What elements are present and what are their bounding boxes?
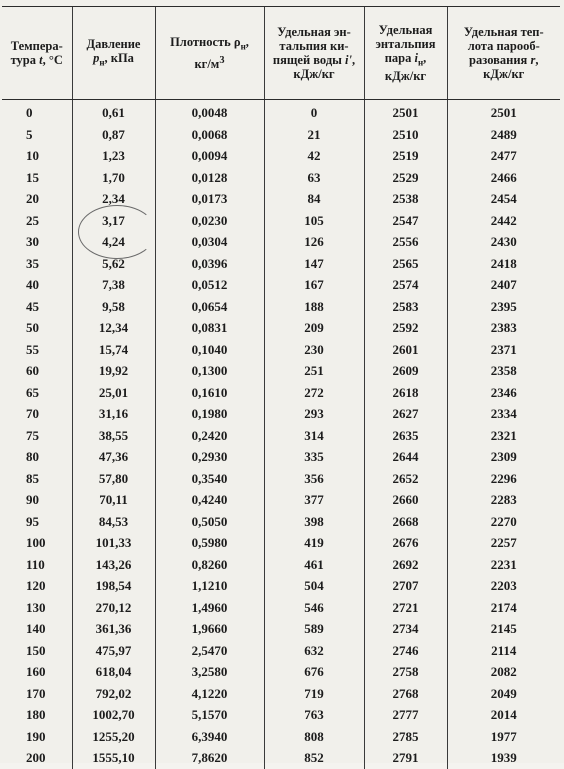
enthalpy-water-cell: 398 bbox=[264, 511, 364, 533]
density-cell: 0,0173 bbox=[155, 188, 264, 210]
table-header-row bbox=[2, 7, 560, 100]
table-body bbox=[2, 100, 560, 769]
table-row bbox=[2, 640, 560, 662]
pressure-cell: 57,80 bbox=[72, 468, 155, 490]
density-cell: 0,0068 bbox=[155, 124, 264, 146]
enthalpy-water-cell: 419 bbox=[264, 532, 364, 554]
enthalpy-water-cell: 335 bbox=[264, 446, 364, 468]
pressure-cell: 361,36 bbox=[72, 618, 155, 640]
temperature-cell: 50 bbox=[26, 320, 39, 335]
vaporization-heat-cell: 2231 bbox=[447, 554, 560, 576]
enthalpy-water-cell: 126 bbox=[264, 231, 364, 253]
enthalpy-steam-cell: 2529 bbox=[364, 167, 447, 189]
enthalpy-water-cell: 589 bbox=[264, 618, 364, 640]
table-row bbox=[2, 382, 560, 404]
enthalpy-steam-cell: 2601 bbox=[364, 339, 447, 361]
table-row bbox=[2, 489, 560, 511]
density-cell: 0,3540 bbox=[155, 468, 264, 490]
vaporization-heat-cell: 2014 bbox=[447, 704, 560, 726]
vaporization-heat-cell: 2395 bbox=[447, 296, 560, 318]
vaporization-heat-cell: 2145 bbox=[447, 618, 560, 640]
header-temperature: Темпера- тура t, °C bbox=[2, 7, 72, 100]
pressure-cell: 19,92 bbox=[72, 360, 155, 382]
pressure-cell: 1555,10 bbox=[72, 747, 155, 769]
enthalpy-steam-cell: 2777 bbox=[364, 704, 447, 726]
pressure-cell: 198,54 bbox=[72, 575, 155, 597]
temperature-cell: 25 bbox=[26, 212, 39, 228]
vaporization-heat-cell: 1939 bbox=[447, 747, 560, 769]
table-row bbox=[2, 339, 560, 361]
header-pressure: Давление $р_н$, кПа bbox=[72, 7, 155, 100]
table-row bbox=[2, 100, 560, 124]
vaporization-heat-cell: 2407 bbox=[447, 274, 560, 296]
temperature-cell: 30 bbox=[26, 234, 39, 249]
temperature-cell: 130 bbox=[26, 599, 46, 615]
pressure-cell: 792,02 bbox=[72, 683, 155, 705]
vaporization-heat-cell: 2346 bbox=[447, 382, 560, 404]
density-cell: 7,8620 bbox=[155, 747, 264, 769]
density-cell: 5,1570 bbox=[155, 704, 264, 726]
density-cell: 1,4960 bbox=[155, 597, 264, 619]
enthalpy-water-cell: 63 bbox=[264, 167, 364, 189]
pressure-cell: 9,58 bbox=[72, 296, 155, 318]
density-cell: 4,1220 bbox=[155, 683, 264, 705]
pressure-cell: 475,97 bbox=[72, 640, 155, 662]
temperature-cell: 200 bbox=[26, 750, 46, 765]
density-cell: 0,5050 bbox=[155, 511, 264, 533]
table-row bbox=[2, 532, 560, 554]
pressure-cell: 47,36 bbox=[72, 446, 155, 468]
enthalpy-steam-cell: 2652 bbox=[364, 468, 447, 490]
vaporization-heat-cell: 2466 bbox=[447, 167, 560, 189]
density-cell: 2,5470 bbox=[155, 640, 264, 662]
enthalpy-water-cell: 356 bbox=[264, 468, 364, 490]
temperature-cell: 75 bbox=[26, 427, 39, 443]
table-row bbox=[2, 425, 560, 447]
saturated-steam-table bbox=[2, 6, 560, 769]
table-row bbox=[2, 360, 560, 382]
temperature-cell: 85 bbox=[26, 470, 39, 486]
pressure-cell: 1002,70 bbox=[72, 704, 155, 726]
temperature-cell: 70 bbox=[26, 406, 39, 421]
density-cell: 0,4240 bbox=[155, 489, 264, 511]
pressure-cell: 0,87 bbox=[72, 124, 155, 146]
enthalpy-water-cell: 852 bbox=[264, 747, 364, 769]
table-row bbox=[2, 124, 560, 146]
enthalpy-steam-cell: 2501 bbox=[364, 100, 447, 124]
density-cell: 0,0094 bbox=[155, 145, 264, 167]
enthalpy-steam-cell: 2510 bbox=[364, 124, 447, 146]
enthalpy-steam-cell: 2556 bbox=[364, 231, 447, 253]
temperature-cell: 170 bbox=[26, 685, 46, 701]
temperature-cell: 95 bbox=[26, 513, 39, 529]
table-row bbox=[2, 274, 560, 296]
pressure-cell: 25,01 bbox=[72, 382, 155, 404]
enthalpy-water-cell: 314 bbox=[264, 425, 364, 447]
density-cell: 0,0048 bbox=[155, 100, 264, 124]
vaporization-heat-cell: 2383 bbox=[447, 317, 560, 339]
enthalpy-water-cell: 84 bbox=[264, 188, 364, 210]
pressure-cell: 1255,20 bbox=[72, 726, 155, 748]
temperature-cell: 20 bbox=[26, 191, 39, 206]
temperature-cell: 10 bbox=[26, 148, 39, 163]
vaporization-heat-cell: 2283 bbox=[447, 489, 560, 511]
vaporization-heat-cell: 2257 bbox=[447, 532, 560, 554]
density-cell: 1,1210 bbox=[155, 575, 264, 597]
vaporization-heat-cell: 2114 bbox=[447, 640, 560, 662]
vaporization-heat-cell: 1977 bbox=[447, 726, 560, 748]
table-row bbox=[2, 167, 560, 189]
pressure-cell: 1,70 bbox=[72, 167, 155, 189]
enthalpy-steam-cell: 2676 bbox=[364, 532, 447, 554]
enthalpy-water-cell: 21 bbox=[264, 124, 364, 146]
enthalpy-water-cell: 0 bbox=[264, 100, 364, 124]
temperature-cell: 190 bbox=[26, 728, 46, 744]
enthalpy-water-cell: 632 bbox=[264, 640, 364, 662]
temperature-cell: 40 bbox=[26, 277, 39, 292]
vaporization-heat-cell: 2371 bbox=[447, 339, 560, 361]
temperature-cell: 15 bbox=[26, 169, 39, 185]
pressure-cell: 7,38 bbox=[72, 274, 155, 296]
table-row bbox=[2, 511, 560, 533]
temperature-cell: 0 bbox=[26, 105, 33, 120]
enthalpy-water-cell: 461 bbox=[264, 554, 364, 576]
pressure-cell: 0,61 bbox=[72, 100, 155, 124]
pressure-cell: 2,34 bbox=[72, 188, 155, 210]
enthalpy-steam-cell: 2668 bbox=[364, 511, 447, 533]
vaporization-heat-cell: 2174 bbox=[447, 597, 560, 619]
header-enthalpy-water: Удельная эн- тальпия ки- пящей воды i', кДж/кг bbox=[264, 7, 364, 100]
enthalpy-water-cell: 188 bbox=[264, 296, 364, 318]
temperature-cell: 5 bbox=[26, 126, 33, 142]
pen-mark-circle bbox=[78, 205, 156, 259]
temperature-cell: 150 bbox=[26, 642, 46, 658]
enthalpy-steam-cell: 2707 bbox=[364, 575, 447, 597]
table-row bbox=[2, 747, 560, 769]
vaporization-heat-cell: 2082 bbox=[447, 661, 560, 683]
enthalpy-steam-cell: 2746 bbox=[364, 640, 447, 662]
density-cell: 0,2930 bbox=[155, 446, 264, 468]
vaporization-heat-cell: 2430 bbox=[447, 231, 560, 253]
vaporization-heat-cell: 2358 bbox=[447, 360, 560, 382]
pressure-cell: 270,12 bbox=[72, 597, 155, 619]
table-row bbox=[2, 597, 560, 619]
density-cell: 0,0654 bbox=[155, 296, 264, 318]
density-cell: 3,2580 bbox=[155, 661, 264, 683]
enthalpy-steam-cell: 2574 bbox=[364, 274, 447, 296]
temperature-cell: 180 bbox=[26, 707, 46, 722]
enthalpy-steam-cell: 2547 bbox=[364, 210, 447, 232]
table-row bbox=[2, 188, 560, 210]
enthalpy-steam-cell: 2592 bbox=[364, 317, 447, 339]
pressure-cell: 1,23 bbox=[72, 145, 155, 167]
table-row bbox=[2, 554, 560, 576]
density-cell: 0,2420 bbox=[155, 425, 264, 447]
density-cell: 0,1980 bbox=[155, 403, 264, 425]
density-cell: 0,5980 bbox=[155, 532, 264, 554]
pressure-cell: 101,33 bbox=[72, 532, 155, 554]
temperature-cell: 160 bbox=[26, 664, 46, 679]
pressure-cell: 618,04 bbox=[72, 661, 155, 683]
table-row bbox=[2, 403, 560, 425]
density-cell: 0,8260 bbox=[155, 554, 264, 576]
pressure-cell: 38,55 bbox=[72, 425, 155, 447]
pressure-cell: 143,26 bbox=[72, 554, 155, 576]
enthalpy-water-cell: 105 bbox=[264, 210, 364, 232]
density-cell: 0,0512 bbox=[155, 274, 264, 296]
temperature-cell: 45 bbox=[26, 298, 39, 314]
enthalpy-water-cell: 42 bbox=[264, 145, 364, 167]
temperature-cell: 140 bbox=[26, 621, 46, 636]
enthalpy-steam-cell: 2609 bbox=[364, 360, 447, 382]
temperature-cell: 120 bbox=[26, 578, 46, 593]
pressure-cell: 4,24 bbox=[72, 231, 155, 253]
table-row bbox=[2, 683, 560, 705]
density-cell: 0,0230 bbox=[155, 210, 264, 232]
table-row bbox=[2, 446, 560, 468]
density-cell: 0,0304 bbox=[155, 231, 264, 253]
vaporization-heat-cell: 2321 bbox=[447, 425, 560, 447]
enthalpy-steam-cell: 2758 bbox=[364, 661, 447, 683]
table-row bbox=[2, 145, 560, 167]
density-cell: 1,9660 bbox=[155, 618, 264, 640]
table-row bbox=[2, 468, 560, 490]
vaporization-heat-cell: 2501 bbox=[447, 100, 560, 124]
enthalpy-steam-cell: 2644 bbox=[364, 446, 447, 468]
temperature-cell: 90 bbox=[26, 492, 39, 507]
enthalpy-water-cell: 167 bbox=[264, 274, 364, 296]
table-row bbox=[2, 726, 560, 748]
pressure-cell: 84,53 bbox=[72, 511, 155, 533]
density-cell: 0,0831 bbox=[155, 317, 264, 339]
temperature-cell: 110 bbox=[26, 556, 45, 572]
density-cell: 0,0128 bbox=[155, 167, 264, 189]
table-row bbox=[2, 661, 560, 683]
temperature-cell: 65 bbox=[26, 384, 39, 400]
enthalpy-water-cell: 808 bbox=[264, 726, 364, 748]
enthalpy-water-cell: 546 bbox=[264, 597, 364, 619]
vaporization-heat-cell: 2489 bbox=[447, 124, 560, 146]
table-row bbox=[2, 575, 560, 597]
vaporization-heat-cell: 2270 bbox=[447, 511, 560, 533]
enthalpy-steam-cell: 2618 bbox=[364, 382, 447, 404]
enthalpy-steam-cell: 2635 bbox=[364, 425, 447, 447]
enthalpy-water-cell: 293 bbox=[264, 403, 364, 425]
pressure-cell: 70,11 bbox=[72, 489, 155, 511]
density-cell: 0,0396 bbox=[155, 253, 264, 275]
table-row bbox=[2, 704, 560, 726]
enthalpy-water-cell: 209 bbox=[264, 317, 364, 339]
enthalpy-steam-cell: 2583 bbox=[364, 296, 447, 318]
table-row bbox=[2, 317, 560, 339]
enthalpy-steam-cell: 2660 bbox=[364, 489, 447, 511]
vaporization-heat-cell: 2049 bbox=[447, 683, 560, 705]
vaporization-heat-cell: 2309 bbox=[447, 446, 560, 468]
enthalpy-steam-cell: 2627 bbox=[364, 403, 447, 425]
header-vaporization-heat: Удельная теп- лота парооб- разования r, кДж/кг bbox=[447, 7, 560, 100]
enthalpy-water-cell: 763 bbox=[264, 704, 364, 726]
density-cell: 6,3940 bbox=[155, 726, 264, 748]
vaporization-heat-cell: 2296 bbox=[447, 468, 560, 490]
header-enthalpy-steam: Удельная энтальпия пара $i_н$, кДж/кг bbox=[364, 7, 447, 100]
temperature-cell: 100 bbox=[26, 535, 46, 550]
enthalpy-steam-cell: 2785 bbox=[364, 726, 447, 748]
temperature-cell: 55 bbox=[26, 341, 39, 357]
temperature-cell: 80 bbox=[26, 449, 39, 464]
enthalpy-steam-cell: 2721 bbox=[364, 597, 447, 619]
density-cell: 0,1610 bbox=[155, 382, 264, 404]
table-row bbox=[2, 618, 560, 640]
enthalpy-steam-cell: 2692 bbox=[364, 554, 447, 576]
pressure-cell: 3,17 bbox=[72, 210, 155, 232]
density-cell: 0,1300 bbox=[155, 360, 264, 382]
density-cell: 0,1040 bbox=[155, 339, 264, 361]
enthalpy-steam-cell: 2565 bbox=[364, 253, 447, 275]
vaporization-heat-cell: 2334 bbox=[447, 403, 560, 425]
enthalpy-steam-cell: 2768 bbox=[364, 683, 447, 705]
enthalpy-water-cell: 719 bbox=[264, 683, 364, 705]
enthalpy-steam-cell: 2538 bbox=[364, 188, 447, 210]
pressure-cell: 5,62 bbox=[72, 253, 155, 275]
temperature-cell: 60 bbox=[26, 363, 39, 378]
enthalpy-water-cell: 251 bbox=[264, 360, 364, 382]
header-density: Плотность $\rho_н$, $кг/м^3$ bbox=[155, 7, 264, 100]
enthalpy-steam-cell: 2734 bbox=[364, 618, 447, 640]
vaporization-heat-cell: 2442 bbox=[447, 210, 560, 232]
temperature-cell: 35 bbox=[26, 255, 39, 271]
enthalpy-water-cell: 147 bbox=[264, 253, 364, 275]
pressure-cell: 12,34 bbox=[72, 317, 155, 339]
table-row bbox=[2, 253, 560, 275]
table-row bbox=[2, 296, 560, 318]
enthalpy-water-cell: 272 bbox=[264, 382, 364, 404]
pressure-cell: 31,16 bbox=[72, 403, 155, 425]
enthalpy-water-cell: 377 bbox=[264, 489, 364, 511]
enthalpy-water-cell: 504 bbox=[264, 575, 364, 597]
enthalpy-steam-cell: 2791 bbox=[364, 747, 447, 769]
enthalpy-water-cell: 676 bbox=[264, 661, 364, 683]
vaporization-heat-cell: 2477 bbox=[447, 145, 560, 167]
enthalpy-water-cell: 230 bbox=[264, 339, 364, 361]
pressure-cell: 15,74 bbox=[72, 339, 155, 361]
enthalpy-steam-cell: 2519 bbox=[364, 145, 447, 167]
vaporization-heat-cell: 2418 bbox=[447, 253, 560, 275]
vaporization-heat-cell: 2454 bbox=[447, 188, 560, 210]
vaporization-heat-cell: 2203 bbox=[447, 575, 560, 597]
